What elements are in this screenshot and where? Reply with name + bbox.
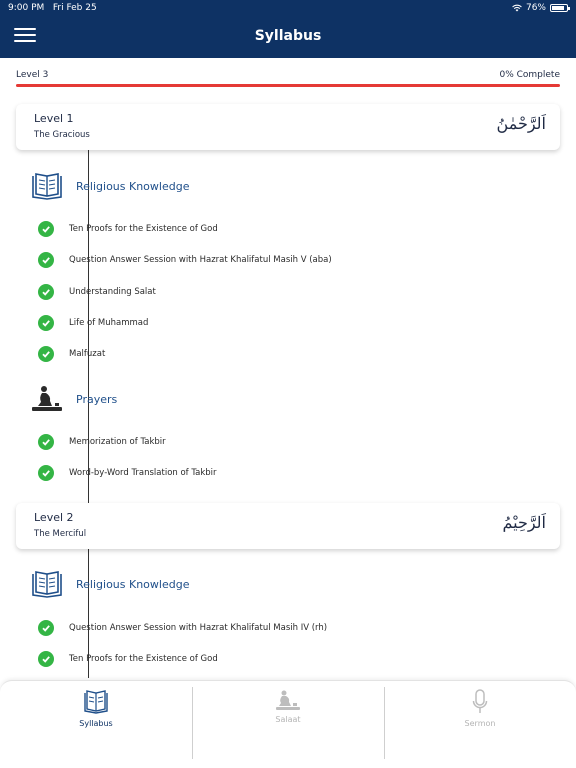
battery-percent: 76% [525,3,546,13]
prayer-mat-icon [274,689,302,711]
item-label: Word-by-Word Translation of Takbir [69,468,217,478]
book-icon [30,170,64,202]
level-title: Level 1 [34,112,74,125]
checkmark-icon [38,434,54,450]
level-arabic-name: اَلرَّحِيْمُ [502,513,546,532]
checkmark-icon [38,284,54,300]
checkmark-icon [38,252,54,268]
item-label: Malfuzat [69,349,106,359]
checkmark-icon [38,620,54,636]
progress-area [16,70,560,87]
checkmark-icon [38,465,54,481]
tab-bar [0,680,576,768]
checkmark-icon [38,346,54,362]
syllabus-list[interactable] [0,96,576,678]
item-label: Memorization of Takbir [69,437,166,447]
battery-icon [550,4,568,12]
tab-label: Sermon [464,719,496,728]
section-label: Religious Knowledge [76,179,190,193]
checkmark-icon [38,315,54,331]
list-item[interactable] [38,464,217,482]
book-icon [83,689,109,715]
level-title: Level 2 [34,511,74,524]
item-label: Understanding Salat [69,287,156,297]
book-icon [30,568,64,600]
tab-salaat[interactable] [192,681,384,761]
status-indicators [512,3,568,13]
status-time [8,3,97,13]
section-religious-knowledge[interactable] [30,568,189,600]
current-level-label: Level 3 [16,70,49,80]
item-label: Ten Proofs for the Existence of God [69,224,218,234]
checkmark-icon [38,221,54,237]
list-item[interactable] [38,251,332,269]
section-prayers[interactable] [30,383,117,415]
level-card-1[interactable] [16,104,560,150]
microphone-icon [472,689,488,715]
tab-syllabus[interactable] [0,681,192,761]
status-clock: 9:00 PM [8,3,45,13]
item-label: Question Answer Session with Hazrat Khalifatul Masih IV (rh) [69,623,328,633]
progress-percent-label: 0% Complete [499,70,560,80]
section-label: Religious Knowledge [76,577,190,591]
tab-label: Syllabus [79,719,113,728]
section-label: Prayers [76,392,118,406]
list-item[interactable] [38,650,218,668]
level-subtitle: The Gracious [34,130,90,140]
tab-sermon[interactable] [384,681,576,761]
page-title: Syllabus [254,28,322,44]
item-label: Life of Muhammad [69,318,149,328]
level-subtitle: The Merciful [34,529,87,539]
item-label: Ten Proofs for the Existence of God [69,654,218,664]
level-card-2[interactable] [16,503,560,549]
progress-bar [16,84,560,87]
list-item[interactable] [38,220,218,238]
list-item[interactable] [38,433,166,451]
tab-label: Salaat [275,715,301,724]
top-bar [0,0,576,58]
status-date: Fri Feb 25 [52,3,97,13]
item-label: Question Answer Session with Hazrat Khalifatul Masih V (aba) [69,255,332,265]
list-item[interactable] [38,314,148,332]
wifi-icon [512,4,522,12]
prayer-person-icon [30,383,64,415]
level-arabic-name: اَلرَّحْمٰنُ [496,114,546,133]
list-item[interactable] [38,283,156,301]
list-item[interactable] [38,619,327,637]
list-item[interactable] [38,345,105,363]
section-religious-knowledge[interactable] [30,170,189,202]
checkmark-icon [38,651,54,667]
